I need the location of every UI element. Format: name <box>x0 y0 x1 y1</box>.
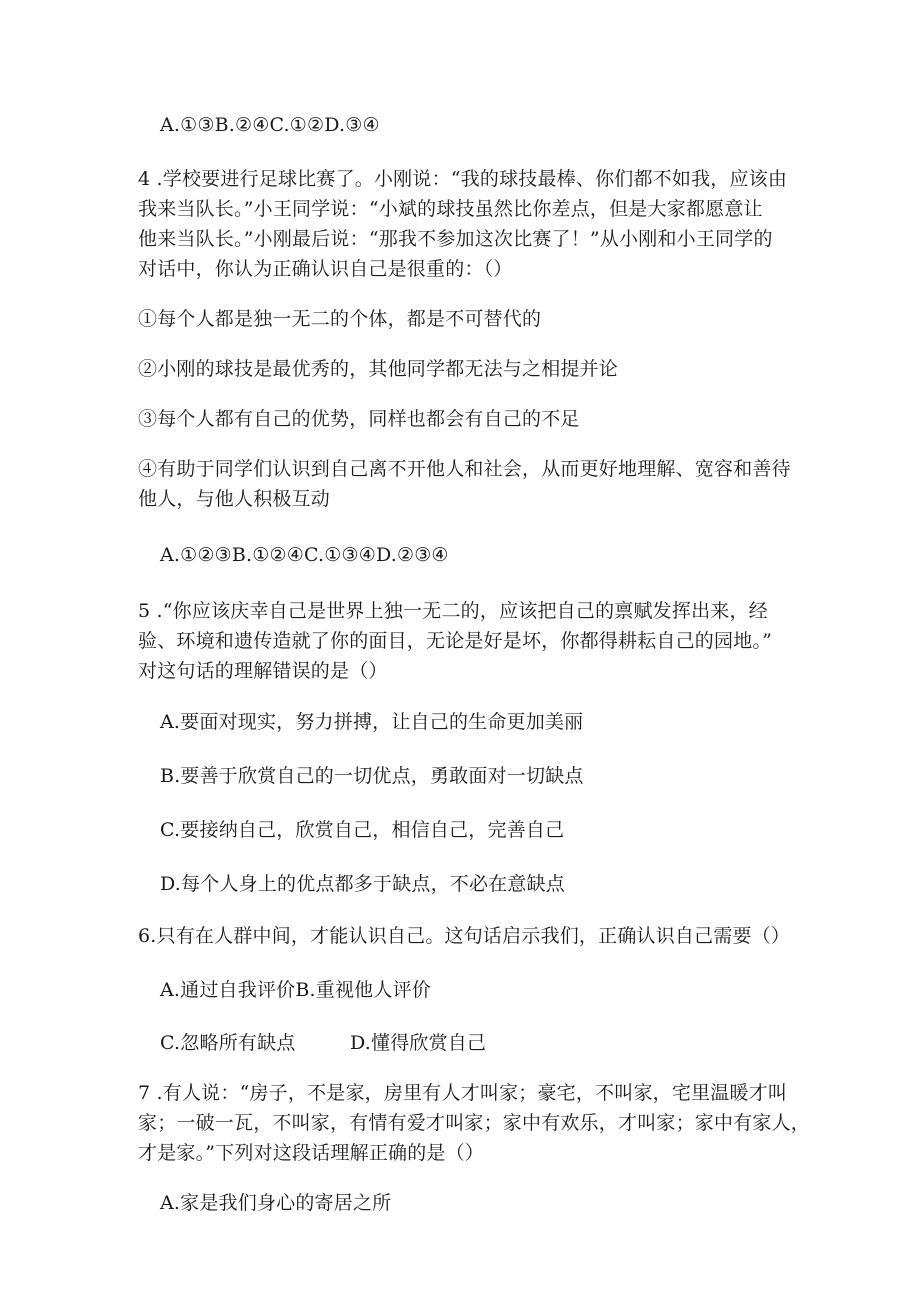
q7-stem-line-1: 7 .有人说：“房子，不是家，房里有人才叫家；豪宅，不叫家，宅里温暖才叫 <box>138 1082 788 1104</box>
q4-stem-line-4: 对话中，你认为正确认识自己是很重的：（） <box>138 258 513 280</box>
q4-stem-line-2: 我来当队长。”小王同学说：“小斌的球技虽然比你差点，但是大家都愿意让 <box>138 198 763 220</box>
q5-stem-line-2: 验、环境和遗传造就了你的面目，无论是好是坏，你都得耕耘自己的园地。” <box>138 630 773 652</box>
q6-stem: 6.只有在人群中间，才能认识自己。这句话启示我们，正确认识自己需要（） <box>138 925 791 947</box>
q5-stem-line-3: 对这句话的理解错误的是（） <box>138 660 388 682</box>
q4-statement-4-cont: 他人，与他人积极互动 <box>138 488 331 510</box>
q3-options: A.①③B.②④C.①②D.③④ <box>160 114 380 136</box>
q6-option-d: D.懂得欣赏自己 <box>350 1032 487 1054</box>
q5-option-c: C.要接纳自己，欣赏自己，相信自己，完善自己 <box>160 819 565 841</box>
q4-statement-4: ④有助于同学们认识到自己离不开他人和社会，从而更好地理解、宽容和善待 <box>138 458 791 480</box>
q6-option-c: C.忽略所有缺点 <box>160 1032 296 1054</box>
q4-statement-2: ②小刚的球技是最优秀的，其他同学都无法与之相提并论 <box>138 358 619 380</box>
q7-stem-line-2: 家；一破一瓦，不叫家，有情有爱才叫家；家中有欢乐，才叫家；家中有家人， <box>138 1112 811 1134</box>
q4-stem-line-3: 他来当队长。”小刚最后说：“那我不参加这次比赛了！”从小刚和小王同学的 <box>138 228 773 250</box>
q4-stem-line-1: 4 .学校要进行足球比赛了。小刚说：“我的球技最棒、你们都不如我，应该由 <box>138 168 788 190</box>
q7-option-a: A.家是我们身心的寄居之所 <box>160 1192 392 1214</box>
q7-stem-line-3: 才是家。”下列对这段话理解正确的是（） <box>138 1142 485 1164</box>
q5-option-b: B.要善于欣赏自己的一切优点，勇敢面对一切缺点 <box>160 765 584 787</box>
q5-option-d: D.每个人身上的优点都多于缺点，不必在意缺点 <box>160 873 565 895</box>
q5-option-a: A.要面对现实，努力拼搏，让自己的生命更加美丽 <box>160 711 584 733</box>
q6-options-ab: A.通过自我评价B.重视他人评价 <box>160 979 431 1001</box>
q5-stem-line-1: 5 .“你应该庆幸自己是世界上独一无二的，应该把自己的禀赋发挥出来，经 <box>138 600 768 622</box>
q4-statement-1: ①每个人都是独一无二的个体，都是不可替代的 <box>138 308 542 330</box>
q4-statement-3: ③每个人都有自己的优势，同样也都会有自己的不足 <box>138 408 580 430</box>
q4-options: A.①②③B.①②④C.①③④D.②③④ <box>160 544 449 566</box>
